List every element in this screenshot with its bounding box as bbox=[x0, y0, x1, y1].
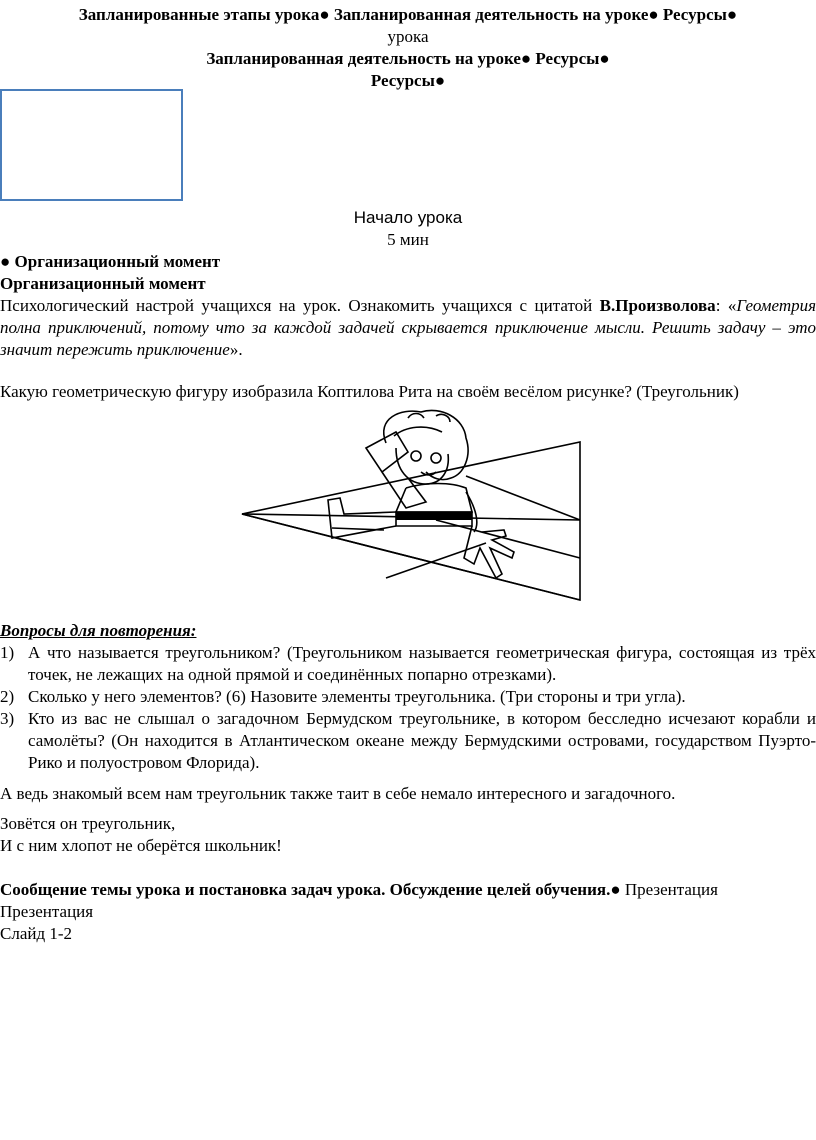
poem-line-1: Зовётся он треугольник, bbox=[0, 814, 176, 833]
org-intro-paragraph bbox=[0, 295, 816, 361]
quote-text: Геометрия полна приключений, потому что за каждой задачей скрывается приключение мысли. Решить задачу – это значит пережить приключение bbox=[0, 296, 816, 359]
question-number: 3) bbox=[0, 709, 15, 728]
triangle-inner-lines bbox=[242, 476, 580, 600]
topic-resource-inline: Презентация bbox=[620, 880, 718, 899]
quote-open: « bbox=[720, 296, 737, 315]
question-text: А что называется треугольником? (Треугольником называется геометрическая фигура, состоящая из трёх точек, не лежащих на одной прямой и соединённых попарно отрезками). bbox=[28, 643, 816, 684]
stage-duration: 5 мин bbox=[387, 230, 429, 249]
topic-heading: Сообщение темы урока и постановка задач урока. Обсуждение целей обучения.● bbox=[0, 880, 621, 899]
org-intro-text: Психологический настрой учащихся на урок. Ознакомить учащихся с цитатой bbox=[0, 296, 600, 315]
review-heading: Вопросы для повторения: bbox=[0, 621, 197, 640]
girl-figure bbox=[328, 410, 514, 578]
question-number: 1) bbox=[0, 643, 15, 662]
review-question-list bbox=[0, 642, 816, 774]
author-colon: : bbox=[715, 296, 721, 315]
question-number: 2) bbox=[0, 687, 15, 706]
header-line-2: урока bbox=[387, 27, 429, 46]
triangle-drawing bbox=[236, 408, 586, 608]
quote-author: В.Произволова bbox=[599, 296, 716, 315]
review-question-1 bbox=[0, 642, 816, 686]
question-text: Кто из вас не слышал о загадочном Бермудском треугольнике, в котором бесследно исчезают корабли и самолёты? (Он находится в Атлантическом океане между Бермудскими островами, государством Пуэрто-Рико и полуостровом Флорида). bbox=[28, 709, 816, 772]
header-line-1: Запланированные этапы урока● Запланированная деятельность на уроке● Ресурсы● bbox=[78, 5, 738, 24]
poem-line-2: И с ним хлопот не оберётся школьник! bbox=[0, 836, 282, 855]
header-line-3: Запланированная деятельность на уроке● Ресурсы● bbox=[206, 49, 610, 68]
header-line-4: Ресурсы● bbox=[370, 71, 446, 90]
topic-line bbox=[0, 879, 816, 901]
topic-resource: Презентация bbox=[0, 902, 94, 921]
triangle-outline bbox=[242, 442, 580, 600]
review-question-3 bbox=[0, 708, 816, 774]
figure-question: Какую геометрическую фигуру изобразила Коптилова Рита на своём весёлом рисунке? (Треугольник) bbox=[0, 382, 739, 401]
org-heading-bullet: ● Организационный момент bbox=[0, 252, 221, 271]
stage-title: Начало урока bbox=[353, 208, 463, 227]
question-text: Сколько у него элементов? (6) Назовите элементы треугольника. (Три стороны и три угла). bbox=[28, 687, 686, 706]
quote-close: ». bbox=[229, 340, 243, 359]
blank-frame bbox=[0, 89, 183, 201]
slide-reference: Слайд 1-2 bbox=[0, 924, 73, 943]
closing-line: А ведь знакомый всем нам треугольник также таит в себе немало интересного и загадочного. bbox=[0, 784, 676, 803]
review-question-2 bbox=[0, 686, 816, 708]
org-heading: Организационный момент bbox=[0, 274, 206, 293]
